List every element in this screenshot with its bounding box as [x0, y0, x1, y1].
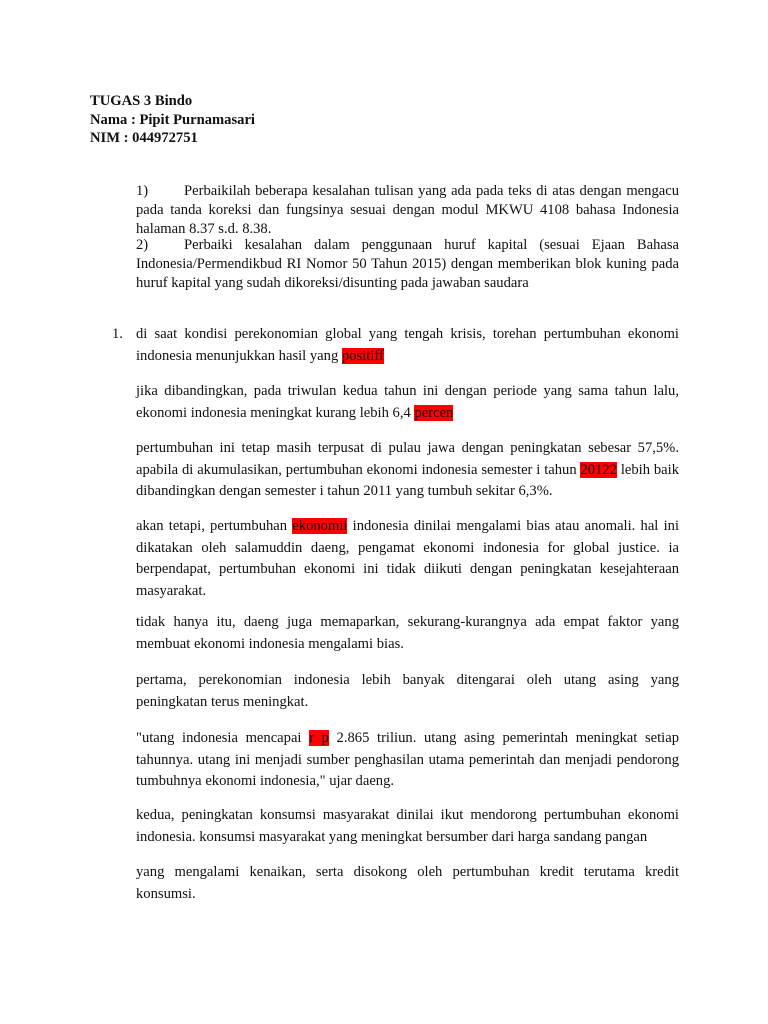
paragraph-text: 2.865 triliun. utang asing pemerintah meningkat setiap tahunnya. utang ini menjadi sumber penghasilan utama pemerintah dan menjadi pendorong tumbuhnya ekonomi indonesia," ujar daeng.: [136, 730, 680, 789]
paragraph-text: indonesia dinilai mengalami bias atau anomali. hal ini dikatakan oleh salamuddin daeng, pengamat ekonomi indonesia for global justice. ia berpendapat, pertumbuhan ekonomi ini tidak diikuti dengan peningkatan kesejahteraan masyarakat.: [136, 518, 679, 599]
paragraph: tidak hanya itu, daeng juga memaparkan, sekurang-kurangnya ada empat faktor yang membuat ekonomi indonesia mengalami bias.: [136, 614, 679, 652]
instruction-item: [136, 236, 679, 293]
list-number: 1.: [112, 326, 123, 342]
assignment-title: TUGAS 3 Bindo: [90, 93, 193, 109]
document-header: [90, 92, 255, 148]
paragraph: [136, 438, 679, 503]
paragraph: [136, 728, 679, 793]
highlighted-error: positiff: [341, 347, 384, 364]
highlighted-error: 20122: [580, 461, 617, 478]
paragraph-text: pertumbuhan ini tetap masih terpusat di pulau jawa dengan peningkatan sebesar 57,5%. apabila di akumulasikan, pertumbuhan ekonomi indonesia semester i tahun: [136, 440, 679, 478]
highlighted-error: r p: [309, 730, 329, 746]
paragraph-text: lebih baik dibandingkan dengan semester i tahun 2011 yang tumbuh sekitar 6,3%.: [136, 461, 679, 499]
student-name: Nama : Pipit Purnamasari: [90, 111, 255, 128]
highlighted-error: percen: [414, 404, 454, 421]
paragraph: kedua, peningkatan konsumsi masyarakat dinilai ikut mendorong pertumbuhan ekonomi indonesia. konsumsi masyarakat yang meningkat bersumber dari harga sandang pangan: [136, 807, 679, 845]
paragraph-text: "utang indonesia mencapai: [136, 730, 310, 746]
paragraph-text: jika dibandingkan, pada triwulan kedua tahun ini dengan periode yang sama tahun lalu, ekonomi indonesia meningkat kurang lebih 6,4: [136, 383, 679, 421]
paragraph: [136, 516, 679, 602]
paragraph: [136, 381, 679, 424]
instruction-text: Perbaiki kesalahan dalam penggunaan huruf kapital (sesuai Ejaan Bahasa Indonesia/Permendikbud RI Nomor 50 Tahun 2015) dengan memberikan blok kuning pada huruf kapital yang sudah dikoreksi/disunting pada jawaban saudara: [136, 237, 679, 291]
student-id: NIM : 044972751: [90, 130, 198, 146]
paragraph: yang mengalami kenaikan, serta disokong oleh pertumbuhan kredit terutama kredit konsumsi.: [136, 864, 679, 902]
paragraph: pertama, perekonomian indonesia lebih banyak ditengarai oleh utang asing yang peningkatan terus meningkat.: [136, 672, 679, 710]
paragraph-text: akan tetapi, pertumbuhan: [136, 518, 293, 534]
paragraph: [136, 324, 679, 367]
instruction-item: [136, 182, 679, 239]
paragraph-text: di saat kondisi perekonomian global yang tengah krisis, torehan pertumbuhan ekonomi indonesia menunjukkan hasil yang: [136, 326, 679, 364]
instruction-text: Perbaikilah beberapa kesalahan tulisan yang ada pada teks di atas dengan mengacu pada tanda koreksi dan fungsinya sesuai dengan modul MKWU 4108 bahasa Indonesia halaman 8.37 s.d. 8.38.: [136, 183, 679, 237]
instruction-number: 1): [136, 183, 149, 199]
highlighted-error: ekonomii: [292, 518, 348, 534]
instruction-number: 2): [136, 237, 149, 253]
